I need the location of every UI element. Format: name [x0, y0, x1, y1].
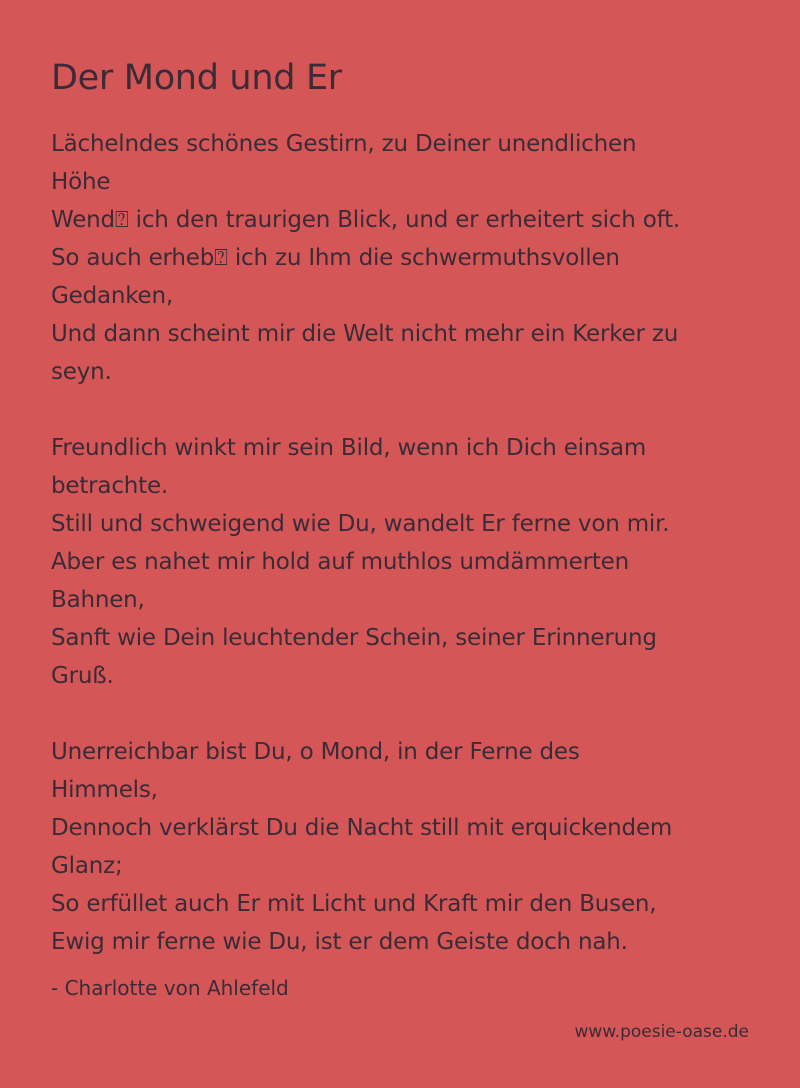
poem-line: Ewig mir ferne wie Du, ist er dem Geiste doch nah.: [51, 929, 628, 955]
poem-line: Lächelndes schönes Gestirn, zu Deiner unendlichen: [51, 131, 637, 157]
poem-title: Der Mond und Er: [51, 58, 342, 98]
poem-line: Unerreichbar bist Du, o Mond, in der Ferne des: [51, 739, 580, 765]
poem-body: [51, 125, 761, 999]
poem-line: So erfüllet auch Er mit Licht und Kraft mir den Busen,: [51, 891, 657, 917]
poem-line: Aber es nahet mir hold auf muthlos umdämmerten: [51, 549, 629, 575]
poem-line: Still und schweigend wie Du, wandelt Er ferne von mir.: [51, 511, 670, 537]
poem-author: - Charlotte von Ahlefeld: [51, 976, 289, 1000]
stanza: [51, 125, 761, 391]
poem-line: Gedanken,: [51, 283, 173, 309]
poem-line: seyn.: [51, 359, 112, 385]
stanza: [51, 429, 761, 695]
poem-line: Himmels,: [51, 777, 158, 803]
poem-line: Glanz;: [51, 853, 123, 879]
website-credit: www.poesie-oase.de: [574, 1022, 749, 1042]
poem-line: Freundlich winkt mir sein Bild, wenn ich Dich einsam: [51, 435, 647, 461]
poem-line: Und dann scheint mir die Welt nicht mehr ein Kerker zu: [51, 321, 679, 347]
poem-line: betrachte.: [51, 473, 169, 499]
poem-line: Bahnen,: [51, 587, 145, 613]
poem-line: Wend⍰ ich den traurigen Blick, und er erheitert sich oft.: [51, 207, 681, 233]
poem-line: Sanft wie Dein leuchtender Schein, seiner Erinnerung: [51, 625, 657, 651]
stanza: [51, 733, 761, 961]
poem-line: So auch erheb⍰ ich zu Ihm die schwermuthsvollen: [51, 245, 620, 271]
poem-line: Gruß.: [51, 663, 114, 689]
poem-line: Höhe: [51, 169, 111, 195]
poem-line: Dennoch verklärst Du die Nacht still mit erquickendem: [51, 815, 673, 841]
